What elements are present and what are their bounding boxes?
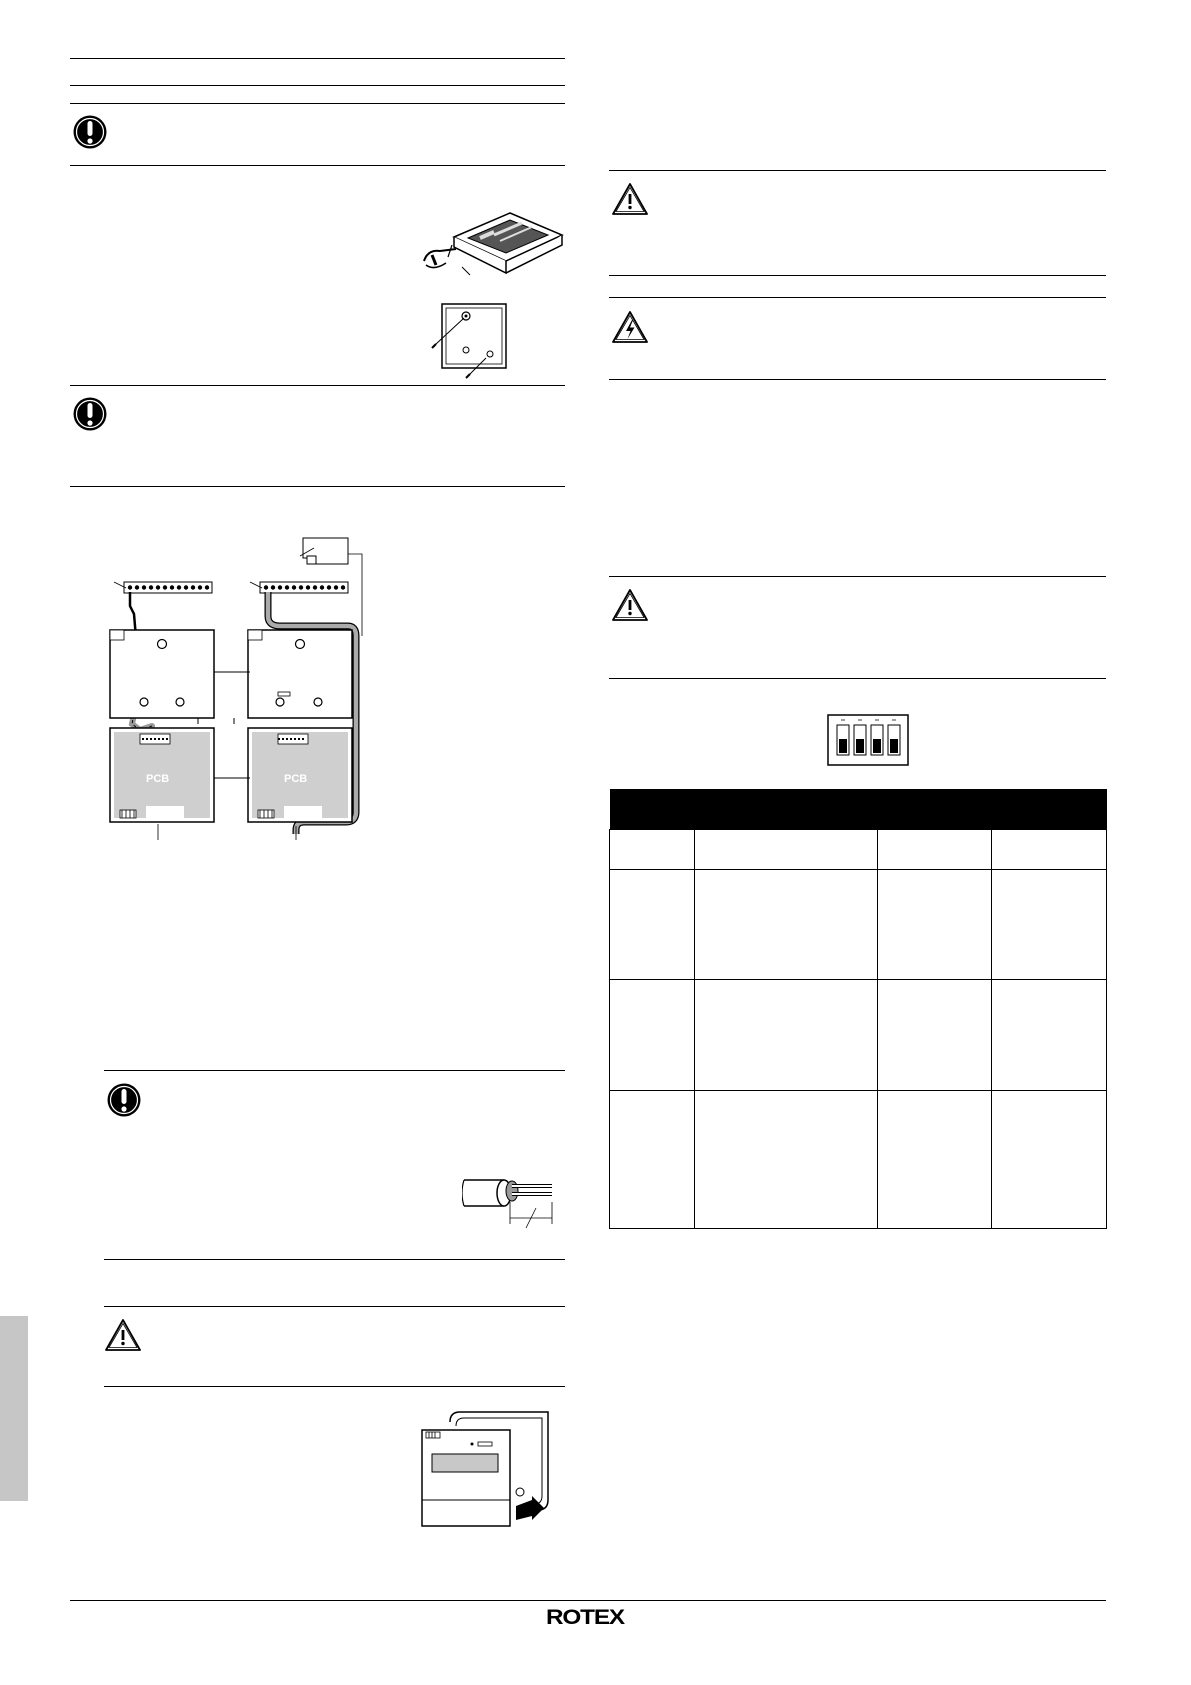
note-box-1-top (70, 103, 565, 104)
chapter-side-tab (0, 1316, 28, 1501)
wire-stripping-illustration (462, 1172, 562, 1232)
dip-switch-table (609, 789, 1107, 1229)
warning-triangle-icon (611, 182, 649, 216)
rotex-logo (546, 1604, 626, 1628)
note-box-2-top (70, 385, 565, 386)
wiring-diagram-illustration (100, 534, 400, 846)
warning-box-right-1-bottom (609, 275, 1106, 276)
footer-rule (70, 1600, 1106, 1601)
table-row (610, 830, 1107, 869)
warning-box-right-2-bottom (609, 678, 1106, 679)
note-box-2-bottom (70, 486, 565, 487)
back-plate-illustration (430, 302, 510, 384)
warning-box-left-top (104, 1306, 565, 1307)
exclamation-circle-icon (72, 114, 108, 150)
hazard-box-bottom (609, 379, 1106, 380)
pcb-label-right: PCB (284, 773, 308, 785)
warning-triangle-icon (104, 1318, 142, 1352)
controller-mounting-illustration (420, 1408, 560, 1528)
electrical-hazard-icon (611, 310, 649, 344)
note-box-1-bottom (70, 165, 565, 166)
exclamation-circle-icon (72, 396, 108, 432)
dip-switch-illustration (827, 714, 909, 766)
pcb-label-left: PCB (146, 773, 170, 785)
svg-text:ROTEX: ROTEX (546, 1606, 626, 1628)
warning-box-right-1-top (609, 170, 1106, 171)
table-row (610, 869, 1107, 980)
table-header (610, 789, 1107, 830)
table-row (610, 1091, 1107, 1229)
note-box-3-top (104, 1070, 565, 1071)
exclamation-circle-icon (106, 1082, 142, 1118)
warning-box-left-bottom (104, 1386, 565, 1387)
warning-box-right-2-top (609, 576, 1106, 577)
header-rule-2 (70, 85, 565, 86)
table-header-row (610, 789, 1107, 830)
table-row (610, 980, 1107, 1091)
note-box-3-bottom (104, 1259, 565, 1260)
warning-triangle-icon (611, 588, 649, 622)
header-rule-top (70, 58, 565, 59)
remote-controller-illustration (422, 205, 572, 285)
hazard-box-top (609, 297, 1106, 298)
